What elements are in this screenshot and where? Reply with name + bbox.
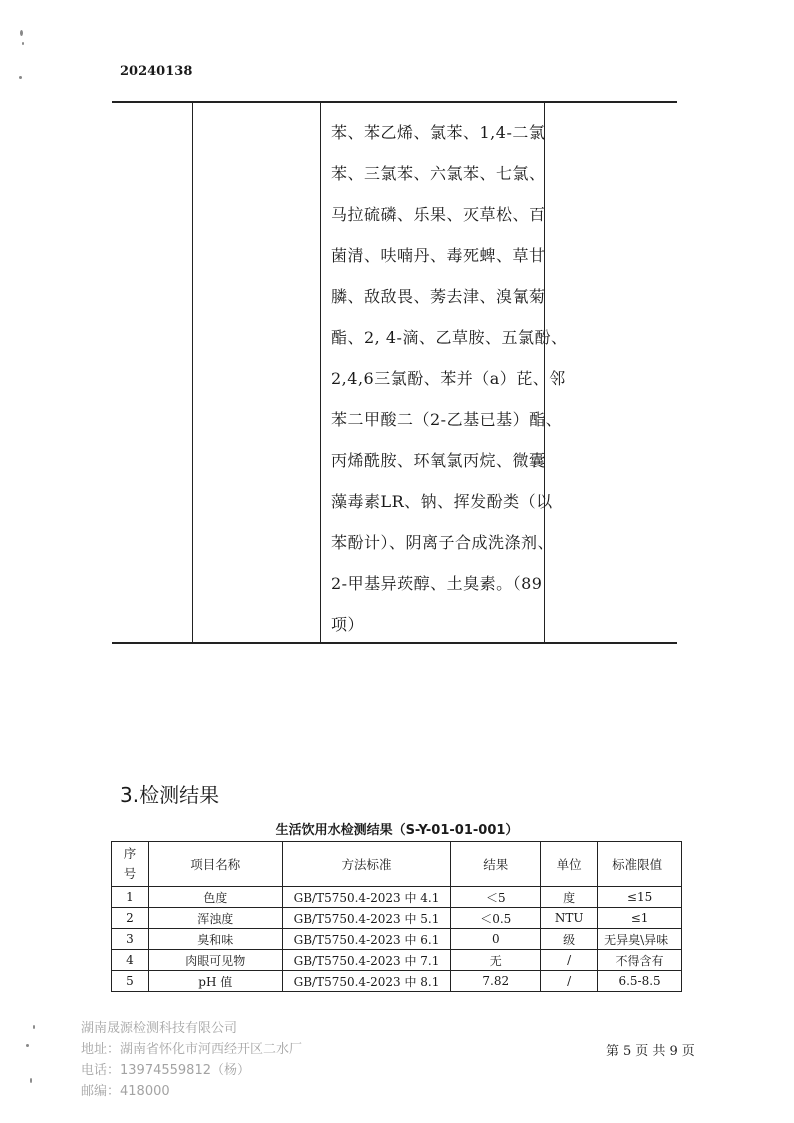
cell-result: 7.82 [451,971,541,992]
section-title: 3.检测结果 [120,783,220,807]
scan-speck [33,1025,35,1029]
cell-method: GB/T5750.4-2023 中 4.1 [282,887,451,908]
header-limit: 标准限值 [598,842,682,887]
column-divider-1 [192,101,193,644]
cell-unit: / [541,950,598,971]
list-line: 丙烯酰胺、环氧氯丙烷、微囊 [331,451,546,470]
list-line: 菌清、呋喃丹、毒死蜱、草甘 [331,246,546,265]
company-postcode: 邮编：418000 [81,1084,170,1099]
list-line: 苯二甲酸二（2-乙基已基）酯、 [331,410,563,429]
list-line: 酯、2, 4-滴、乙草胺、五氯酚、 [331,328,568,347]
list-line: 苯、苯乙烯、氯苯、1,4-二氯 [331,123,546,142]
table-row [112,950,682,971]
cell-seq: 1 [112,887,149,908]
header-result: 结果 [451,842,541,887]
cell-unit: 级 [541,929,598,950]
table-row [112,887,682,908]
cell-result: 0 [451,929,541,950]
table-row [112,908,682,929]
cell-limit: 不得含有 [598,950,682,971]
list-line: 项） [331,615,365,634]
detection-items-list [331,112,568,645]
company-name: 湖南晟源检测科技有限公司 [81,1021,238,1036]
cell-method: GB/T5750.4-2023 中 6.1 [282,929,451,950]
list-line: 膦、敌敌畏、莠去津、溴氰菊 [331,287,546,306]
cell-result: 无 [451,950,541,971]
list-line: 苯、三氯苯、六氯苯、七氯、 [331,164,546,183]
results-table-title: 生活饮用水检测结果（S-Y-01-01-001） [275,823,519,838]
header-unit: 单位 [541,842,598,887]
cell-unit: / [541,971,598,992]
cell-item: 臭和味 [148,929,282,950]
table-header-row [112,842,682,887]
company-footer [81,1018,302,1102]
cell-result: ＜5 [451,887,541,908]
cell-method: GB/T5750.4-2023 中 5.1 [282,908,451,929]
cell-method: GB/T5750.4-2023 中 8.1 [282,971,451,992]
scan-speck [20,30,23,36]
cell-item: pH 值 [148,971,282,992]
company-phone: 电话：13974559812（杨） [81,1063,250,1078]
results-table [111,841,682,992]
list-line: 2,4,6三氯酚、苯并（a）芘、邻 [331,369,566,388]
column-divider-2 [320,101,321,644]
table-row [112,929,682,950]
table-row [112,971,682,992]
table-top-rule [112,101,677,103]
list-line: 苯酚计）、阴离子合成洗涤剂、 [331,533,555,552]
cell-method: GB/T5750.4-2023 中 7.1 [282,950,451,971]
cell-item: 色度 [148,887,282,908]
cell-limit: ≤1 [598,908,682,929]
cell-seq: 3 [112,929,149,950]
scan-speck [19,76,22,79]
total-pages: 9 [669,1044,678,1059]
company-address: 地址：湖南省怀化市河西经开区二水厂 [81,1042,303,1057]
cell-limit: 6.5-8.5 [598,971,682,992]
cell-item: 浑浊度 [148,908,282,929]
list-line: 马拉硫磷、乐果、灭草松、百 [331,205,546,224]
cell-limit: 无异臭\异味 [598,929,682,950]
cell-seq: 2 [112,908,149,929]
list-line: 2-甲基异莰醇、土臭素。（89 [331,574,543,593]
current-page: 5 [623,1044,632,1059]
cell-item: 肉眼可见物 [148,950,282,971]
header-seq: 序 号 [112,842,149,887]
scan-speck [22,42,24,45]
cell-limit: ≤15 [598,887,682,908]
list-line: 藻毒素LR、钠、挥发酚类（以 [331,492,553,511]
scan-speck [26,1044,29,1047]
header-item: 项目名称 [148,842,282,887]
document-number: 20240138 [120,64,193,79]
cell-seq: 5 [112,971,149,992]
cell-unit: NTU [541,908,598,929]
cell-result: ＜0.5 [451,908,541,929]
page-number: 第 5 页 共 9 页 [606,1044,695,1059]
header-method: 方法标准 [282,842,451,887]
scan-speck [30,1078,32,1083]
cell-seq: 4 [112,950,149,971]
cell-unit: 度 [541,887,598,908]
